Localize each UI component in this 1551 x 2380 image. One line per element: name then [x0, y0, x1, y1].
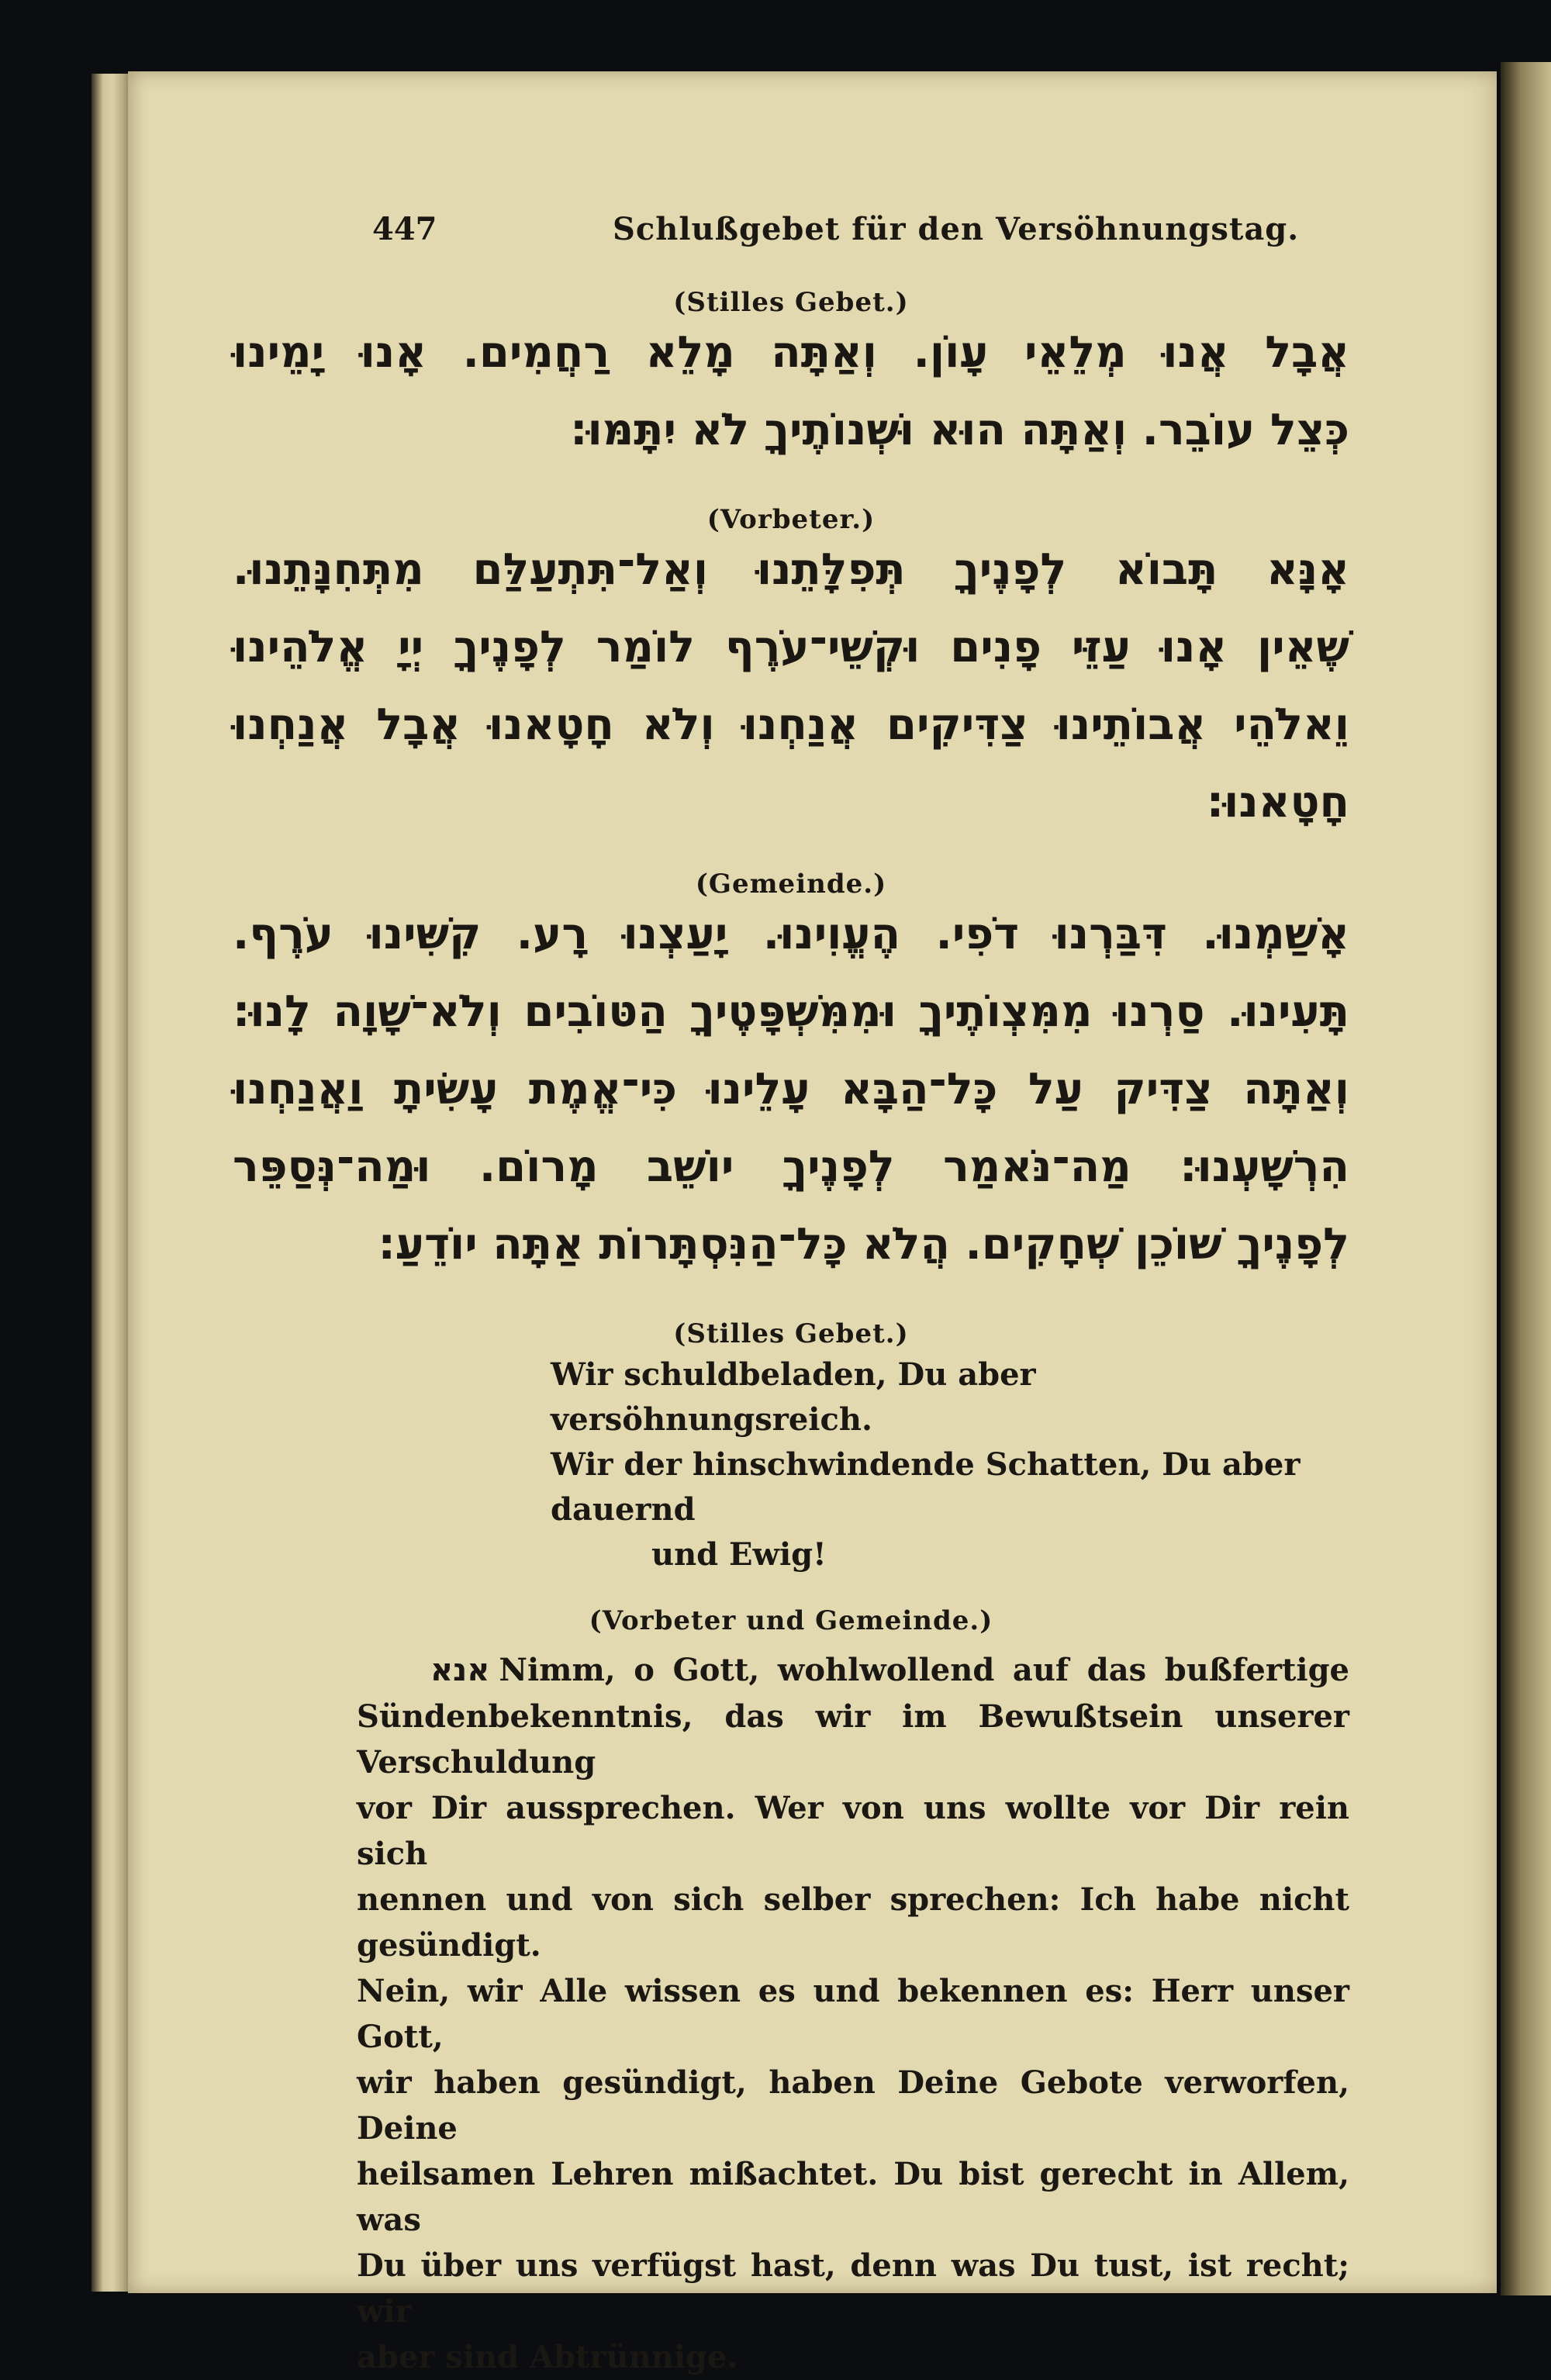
- hebrew-line: לְפָנֶיךָ שׁוֹכֵן שְׁחָקִים. הֲלֹא כָּל־הַנִּסְתָּרוֹת אַתָּה יוֹדֵעַ:: [378, 1219, 1349, 1269]
- prose-line: aber sind Abtrünnige.: [357, 2339, 738, 2375]
- book-edge: [92, 74, 130, 2292]
- prose-line: heilsamen Lehren mißachtet. Du bist gerecht in Allem, was: [357, 2156, 1349, 2238]
- prose-line: wir haben gesündigt, haben Deine Gebote verworfen, Deine: [357, 2064, 1349, 2147]
- hebrew-line: כְּצֵל עוֹבֵר. וְאַתָּה הוּא וּשְׁנוֹתֶיךָ לֹא יִתָּמּוּ:: [570, 405, 1349, 455]
- hebrew-block-3: [233, 896, 1349, 1283]
- hebrew-line: תָּעִינוּ. סַרְנוּ מִמִּצְוֹתֶיךָ וּמִמִּשְׁפָּטֶיךָ הַטּוֹבִים וְלֹא־שָׁוָה לָנוּ:: [233, 986, 1349, 1037]
- prose-line: vor Dir aussprechen. Wer von uns wollte vor Dir rein sich: [357, 1790, 1349, 1872]
- label-silent-prayer: (Stilles Gebet.): [673, 287, 909, 318]
- prose-line: nennen und von sich selber sprechen: Ich habe nicht gesündigt.: [357, 1881, 1349, 1964]
- running-title: Schlußgebet für den Versöhnungstag.: [613, 211, 1300, 247]
- hebrew-block-1: [233, 314, 1349, 469]
- hebrew-line: שֶׁאֵין אָנוּ עַזֵּי פָנִים וּקְשֵׁי־עֹרֶף לוֹמַר לְפָנֶיךָ יְיָ אֱלֹהֵינוּ: [233, 622, 1349, 672]
- hebrew-line: הִרְשָׁעְנוּ: מַה־נֹּאמַר לְפָנֶיךָ יוֹשֵׁב מָרוֹם. וּמַה־נְּסַפֵּר: [233, 1142, 1349, 1192]
- hebrew-line: אָשַׁמְנוּ. דִּבַּרְנוּ דֹפִי. הֶעֱוִינוּ. יָעַצְנוּ רָע. קִשִּׁינוּ עֹרֶף.: [233, 909, 1349, 959]
- page-content: [233, 209, 1349, 2380]
- page-header: [233, 209, 1349, 256]
- prose-line: Nein, wir Alle wissen es und bekennen es: Herr unser Gott,: [357, 1973, 1349, 2055]
- facing-page-edge: [1501, 62, 1551, 2295]
- verse-line: Wir der hinschwindende Schatten, Du aber dauernd: [551, 1446, 1301, 1528]
- verse-line: Wir schuldbeladen, Du aber versöhnungsreich.: [551, 1356, 1036, 1438]
- prose-line: אנא Nimm, o Gott, wohlwollend auf das bußfertige: [430, 1652, 1349, 1688]
- label-silent-prayer-2: (Stilles Gebet.): [673, 1318, 909, 1349]
- page-number: 447: [372, 211, 437, 247]
- german-prose: [357, 1647, 1349, 2380]
- hebrew-line: וֵאלֹהֵי אֲבוֹתֵינוּ צַדִּיקִים אֲנַחְנוּ וְלֹא חָטָאנוּ אֲבָל אֲנַחְנוּ: [233, 699, 1349, 750]
- ana-word: אנא: [430, 1653, 490, 1688]
- label-congregation: (Gemeinde.): [695, 869, 887, 900]
- hebrew-line: אָנָּא תָּבוֹא לְפָנֶיךָ תְּפִלָּתֵנוּ וְאַל־תִּתְעַלַּם מִתְּחִנָּתֵנוּ.: [233, 544, 1349, 595]
- label-cantor: (Vorbeter.): [706, 504, 876, 535]
- label-cantor-and-congregation: (Vorbeter und Gemeinde.): [589, 1605, 993, 1636]
- prose-line: Du über uns verfügst hast, denn was Du tust, ist recht; wir: [357, 2247, 1349, 2330]
- german-verse: [551, 1352, 1349, 1577]
- verse-line: und Ewig!: [651, 1536, 827, 1573]
- hebrew-line: חָטָאנוּ:: [1206, 777, 1349, 827]
- hebrew-line: וְאַתָּה צַדִּיק עַל כָּל־הַבָּא עָלֵינוּ כִּי־אֱמֶת עָשִׂיתָ וַאֲנַחְנוּ: [233, 1064, 1349, 1114]
- hebrew-block-2: [233, 531, 1349, 841]
- hebrew-line: אֲבָל אֲנוּ מְלֵאֵי עָוֹן. וְאַתָּה מָלֵא רַחֲמִים. אָנוּ יָמֵינוּ: [233, 327, 1349, 378]
- prose-line: Sündenbekenntnis, das wir im Bewußtsein unserer Verschuldung: [357, 1698, 1349, 1781]
